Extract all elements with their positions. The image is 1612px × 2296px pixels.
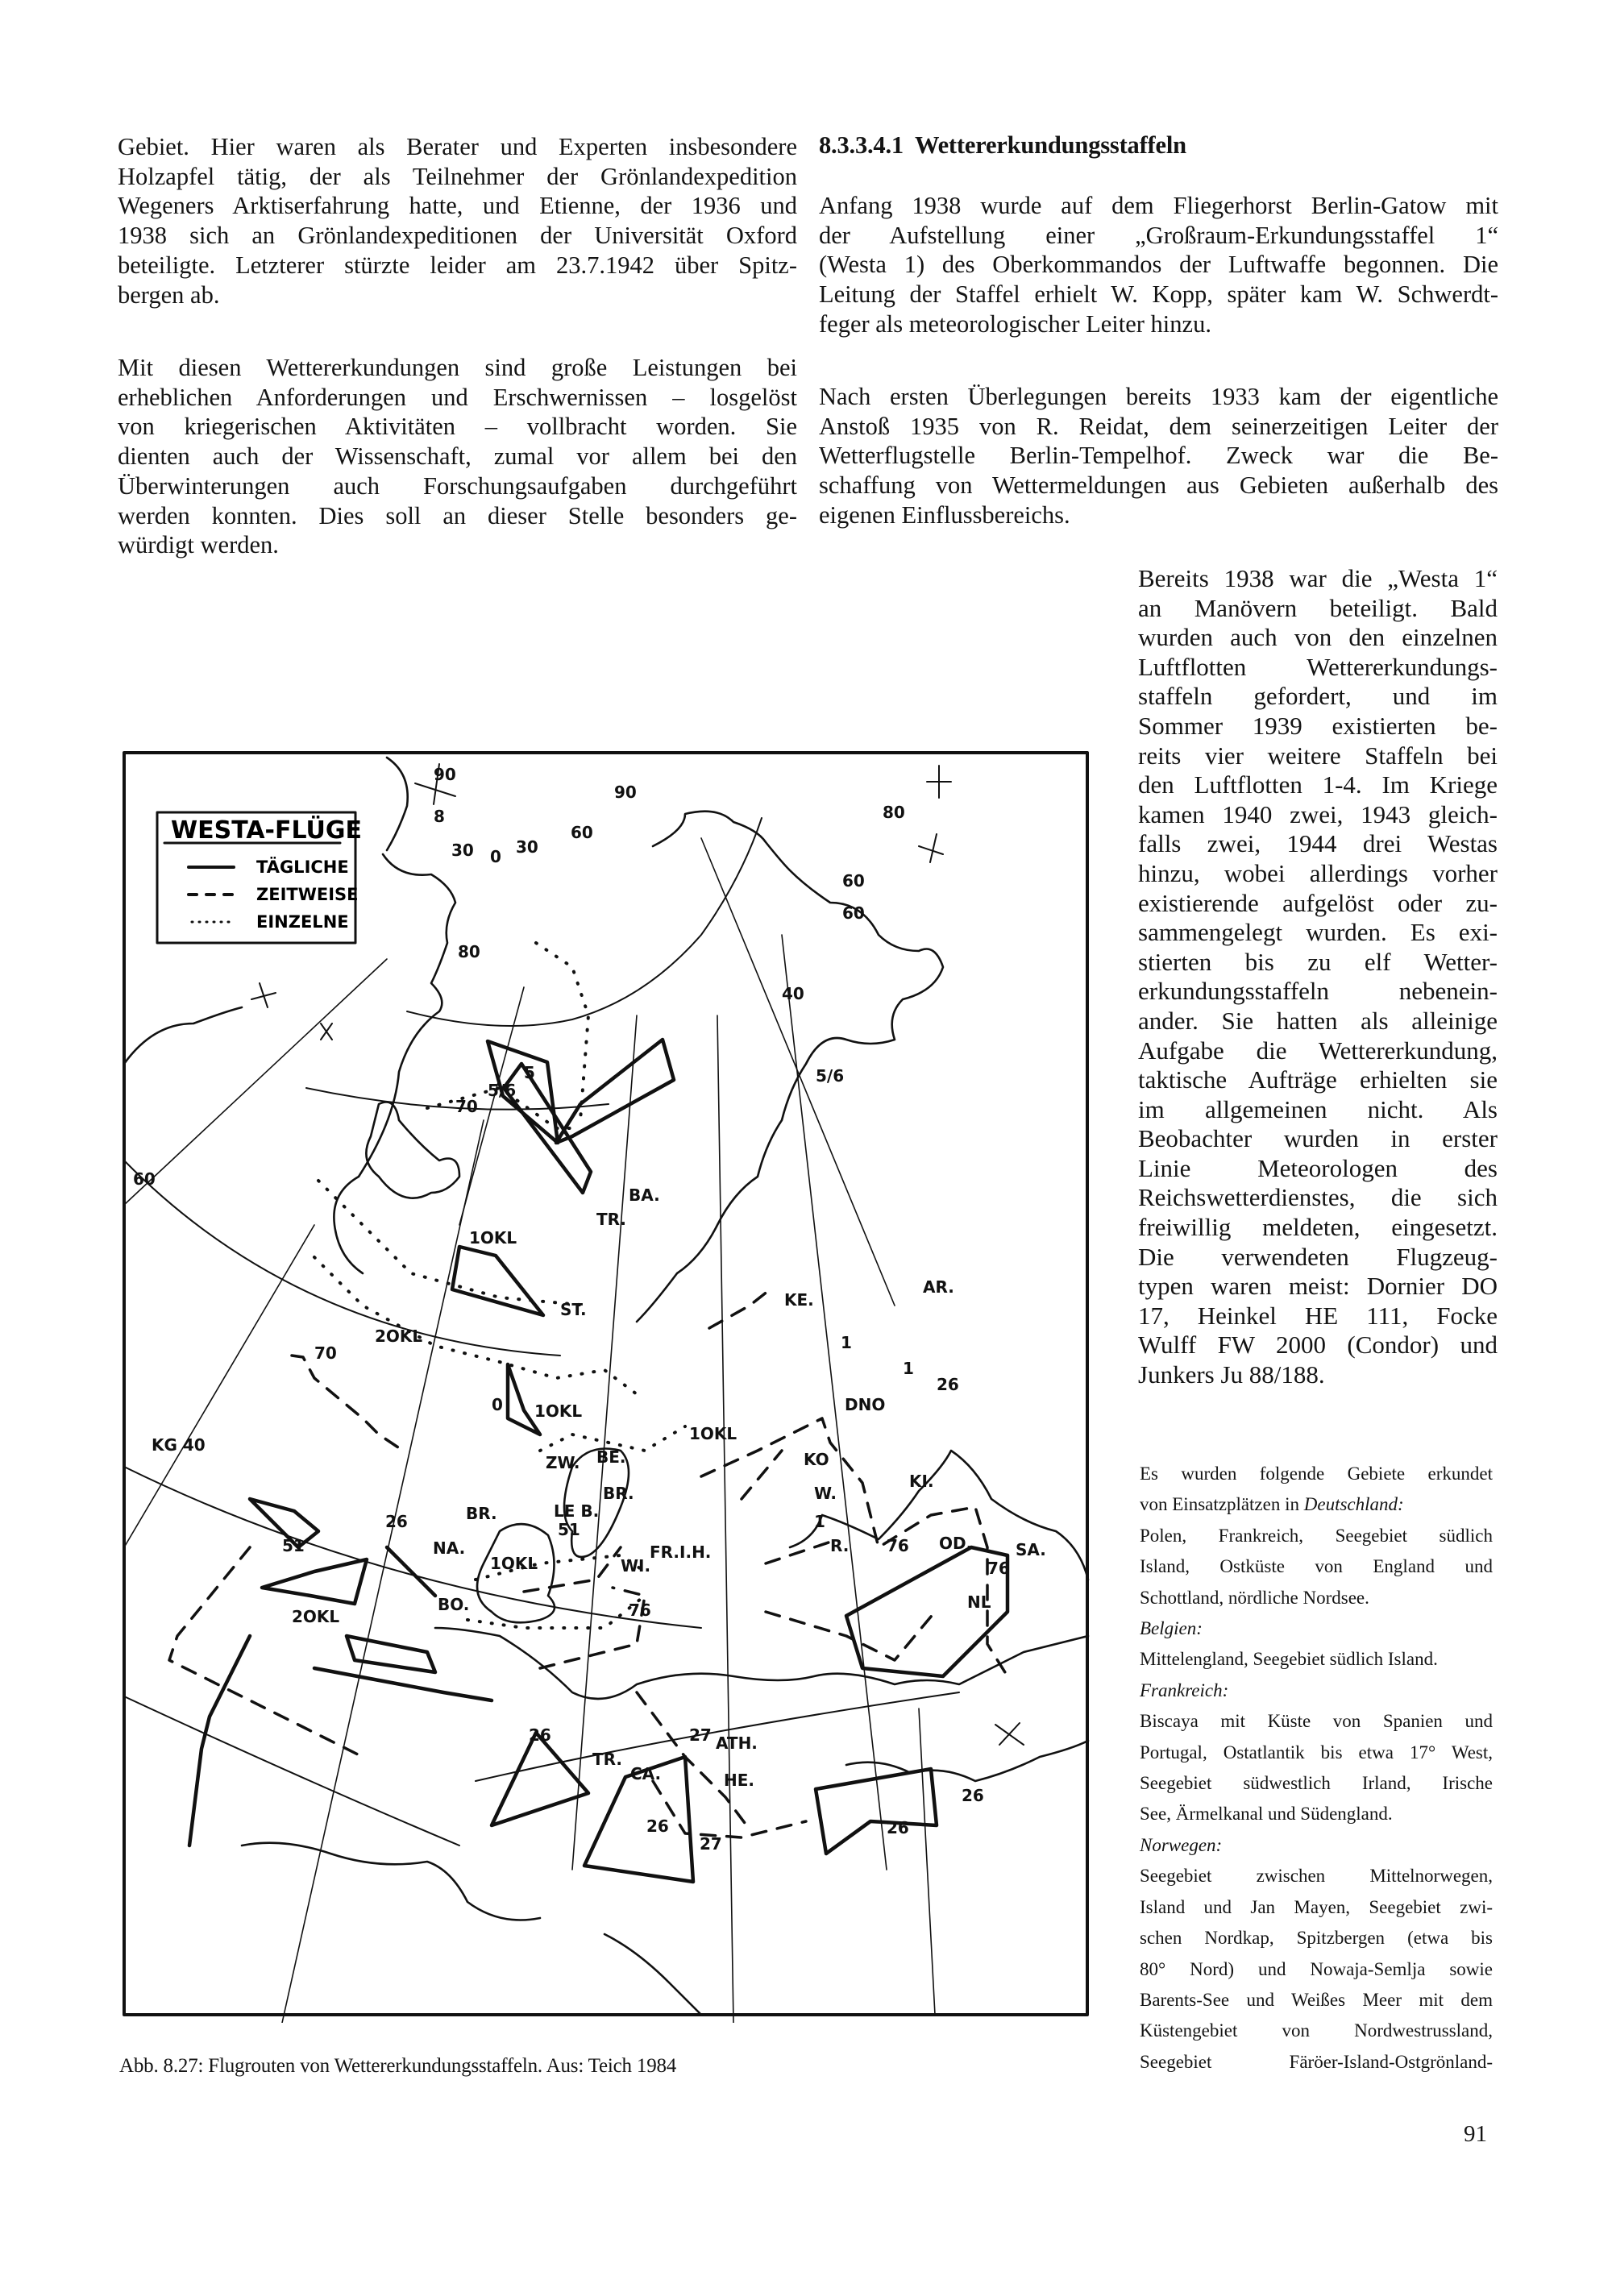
- narrow-paragraph-line: falls zwei, 1944 drei Westas: [1138, 829, 1498, 858]
- areas-frankreich-line: Biscaya mit Küste von Spanien und: [1140, 1711, 1493, 1732]
- areas-country-belgien: [1140, 1613, 1493, 1644]
- page-number: 91: [1464, 2121, 1487, 2147]
- unit-label: 1OKL: [469, 1228, 517, 1248]
- place-label: CA.: [630, 1764, 662, 1783]
- narrow-paragraph-line: hinzu, wobei allerdings vorher: [1138, 858, 1498, 887]
- place-label: WI.: [621, 1556, 651, 1576]
- areas-norwegen-line: Seegebiet zwischen Mittelnorwegen,: [1140, 1866, 1493, 1887]
- left-paragraph-2-line: würdigt werden.: [118, 531, 279, 559]
- place-label: W.: [814, 1484, 837, 1503]
- narrow-paragraph-line: sammengelegt wurden. Es exi-: [1138, 918, 1498, 947]
- unit-label: 1OKL: [534, 1401, 583, 1421]
- place-label: AR.: [923, 1277, 954, 1297]
- place-label: KG 40: [152, 1435, 206, 1455]
- areas-belgien-line: Mittelengland, Seegebiet südlich Island.: [1140, 1649, 1438, 1670]
- narrow-paragraph-line: freiwillig meldeten, eingesetzt.: [1138, 1213, 1498, 1242]
- right-paragraph-1-line: Anfang 1938 wurde auf dem Fliegerhorst Berlin-Gatow mit: [819, 192, 1498, 219]
- right-paragraph-1: [819, 191, 1498, 339]
- unit-label: 26: [962, 1786, 984, 1805]
- place-label: ATH.: [716, 1733, 758, 1753]
- narrow-paragraph-line: reits vier weitere Staffeln bei: [1138, 741, 1498, 770]
- section-title: Wettererkundungsstaffeln: [914, 131, 1186, 159]
- right-paragraph-2-line: Anstoß 1935 von R. Reidat, dem seinerzeitigen Leiter der: [819, 412, 1498, 440]
- place-label: SA.: [1016, 1540, 1046, 1559]
- right-paragraph-2: [819, 382, 1498, 530]
- grid-label: 0: [490, 847, 501, 866]
- place-label: NA.: [433, 1538, 466, 1558]
- place-label: TR.: [596, 1210, 627, 1229]
- areas-frankreich: [1140, 1706, 1493, 1830]
- place-label: R.: [830, 1536, 850, 1555]
- right-paragraph-2-line: Wetterflugstelle Berlin-Tempelhof. Zweck war die Be-: [819, 442, 1498, 470]
- route-r-od: [766, 1612, 935, 1660]
- route-dotted-st: [314, 1257, 637, 1394]
- map-svg: [121, 741, 1092, 2023]
- place-label: NL: [967, 1592, 991, 1612]
- areas-norwegen-line: Seegebiet Färöer-Island-Ostgrönland-: [1140, 2051, 1493, 2072]
- areas-country-frankreich: [1140, 1675, 1493, 1706]
- grid-cross-marks: [251, 764, 1024, 1745]
- flight-route-map: [121, 741, 1092, 2023]
- narrow-paragraph-line: Linie Meteorologen des: [1138, 1153, 1498, 1182]
- narrow-paragraph-line: Die verwendeten Flugzeug-: [1138, 1242, 1498, 1271]
- grid-label: 8: [434, 807, 445, 826]
- narrow-paragraph-line: existierende aufgelöst oder zu-: [1138, 888, 1498, 917]
- narrow-paragraph-line: Beobachter wurden in erster: [1138, 1124, 1498, 1153]
- areas-frankreich-line: Portugal, Ostatlantik bis etwa 17° West,: [1140, 1742, 1493, 1762]
- narrow-paragraph-line: an Manövern beteiligt. Bald: [1138, 593, 1498, 622]
- right-paragraph-2-line: eigenen Einflussbereichs.: [819, 500, 1070, 529]
- left-paragraph-2-line: dienten auch der Wissenschaft, zumal vor allem bei den: [118, 442, 797, 471]
- unit-label: 51: [282, 1536, 305, 1555]
- route-dotted-bo: [467, 1596, 645, 1628]
- narrow-paragraph-line: kamen 1940 zwei, 1943 gleich-: [1138, 799, 1498, 828]
- right-paragraph-1-line: Leitung der Staffel erhielt W. Kopp, später kam W. Schwerdt-: [819, 280, 1498, 309]
- left-paragraph-1-line: beteiligte. Letzterer stürzte leider am 23.7.1942 über Spitz-: [118, 251, 797, 279]
- areas-norwegen-line: 80° Nord) und Nowaja-Semlja sowie: [1140, 1958, 1493, 1979]
- narrow-paragraph-line: den Luftflotten 1-4. Im Kriege: [1138, 770, 1498, 799]
- place-label: BR.: [466, 1504, 497, 1523]
- unit-label: 2OKL: [292, 1607, 340, 1626]
- route-dashed-iceland: [292, 1356, 403, 1451]
- grid-label: 60: [842, 903, 865, 923]
- legend-daily-label: TÄGLICHE: [256, 857, 349, 877]
- right-paragraph-1-line: der Aufstellung einer „Großraum-Erkundungsstaffel 1“: [819, 221, 1498, 249]
- place-label: BA.: [629, 1185, 660, 1205]
- unit-label: 5/6: [816, 1066, 845, 1086]
- route-wi-76: [637, 1692, 750, 1829]
- narrow-paragraph-line: staffeln gefordert, und im: [1138, 682, 1498, 711]
- unit-label: 1: [814, 1512, 825, 1531]
- unit-label: 1OKL: [490, 1554, 538, 1573]
- place-label: BE.: [596, 1447, 626, 1467]
- left-paragraph-2-line: Mit diesen Wettererkundungen sind große Leistungen bei: [118, 354, 797, 381]
- figure-caption: Abb. 8.27: Flugrouten von Wettererkundungsstaffeln. Aus: Teich 1984: [119, 2055, 677, 2077]
- grid-label: 80: [883, 803, 905, 822]
- place-label: HE.: [724, 1771, 754, 1790]
- areas-norwegen-line: Barents-See und Weißes Meer mit dem: [1140, 1989, 1493, 2010]
- place-label: ST.: [560, 1300, 587, 1319]
- right-paragraph-1-line: feger als meteorologischer Leiter hinzu.: [819, 309, 1211, 338]
- left-paragraph-1-line: Gebiet. Hier waren als Berater und Experten insbesondere: [118, 133, 797, 160]
- grid-label: 30: [451, 841, 474, 860]
- unit-label: 26: [937, 1375, 959, 1394]
- british-isles-s: [477, 1524, 555, 1622]
- place-label: OD.: [939, 1534, 973, 1553]
- iceland: [366, 1102, 459, 1198]
- route-5-6-b: [556, 1040, 674, 1143]
- place-label: BO.: [438, 1595, 470, 1614]
- route-1okl-n: [452, 1247, 543, 1315]
- unit-label: 26: [887, 1818, 909, 1837]
- unit-label: 76: [887, 1536, 909, 1555]
- section-number: 8.3.3.4.1: [819, 131, 904, 159]
- areas-norwegen: [1140, 1861, 1493, 2078]
- narrow-paragraph-line: wurden auch von den einzelnen: [1138, 623, 1498, 652]
- narrow-paragraph-line: Sommer 1939 existierten be-: [1138, 711, 1498, 740]
- grid-label: 70: [455, 1097, 478, 1116]
- unit-label: 27: [689, 1725, 712, 1745]
- legend-title: WESTA-FLÜGE: [171, 816, 363, 845]
- areas-norwegen-line: Island und Jan Mayen, Seegebiet zwi-: [1140, 1896, 1493, 1917]
- left-paragraph-1-line: 1938 sich an Grönlandexpeditionen der Universität Oxford: [118, 222, 797, 250]
- place-label: KE.: [784, 1290, 814, 1310]
- grid-label: 80: [458, 942, 480, 961]
- narrow-paragraph-line: Bereits 1938 war die „Westa 1“: [1138, 564, 1498, 592]
- areas-intro-2: [1140, 1489, 1493, 1520]
- unit-label: 76: [987, 1559, 1010, 1578]
- unit-label: 1OKL: [689, 1424, 737, 1443]
- left-paragraph-2-line: Überwinterungen auch Forschungsaufgaben durchgeführt: [118, 471, 797, 500]
- narrow-paragraph-line: ander. Sie hatten als alleinige: [1138, 1006, 1498, 1035]
- narrow-paragraph-line: taktische Aufträge erhielten sie: [1138, 1065, 1498, 1094]
- unit-label: 76: [629, 1601, 651, 1620]
- unit-label: 26: [646, 1816, 669, 1836]
- place-label: KO: [804, 1450, 829, 1469]
- narrow-paragraph-line: Junkers Ju 88/188.: [1138, 1360, 1325, 1389]
- route-na: [314, 1668, 492, 1700]
- narrow-paragraph-line: Reichswetterdienstes, die sich: [1138, 1183, 1498, 1212]
- grid-label: 90: [614, 783, 637, 802]
- occasional-routes: [169, 1288, 1008, 1837]
- grid-label: 90: [434, 765, 456, 784]
- place-label: BR.: [603, 1484, 634, 1503]
- legend-occasional-label: ZEITWEISE: [256, 885, 359, 904]
- place-label: KI.: [909, 1472, 934, 1491]
- areas-deutschland-line: Polen, Frankreich, Seegebiet südlich: [1140, 1525, 1493, 1546]
- areas-belgien: [1140, 1644, 1493, 1675]
- left-paragraph-2-line: von kriegerischen Aktivitäten – vollbracht worden. Sie: [118, 413, 797, 441]
- narrow-paragraph-line: Wulff FW 2000 (Condor) und: [1138, 1331, 1498, 1360]
- grid-label: 40: [782, 984, 804, 1003]
- unit-label: 51: [558, 1520, 580, 1539]
- route-ke-ar: [709, 1288, 772, 1328]
- frankreich-label: Frankreich:: [1140, 1679, 1229, 1700]
- areas-norwegen-line: Küstengebiet von Nordwestrussland,: [1140, 2020, 1493, 2041]
- narrow-paragraph-line: 17, Heinkel HE 111, Focke: [1138, 1301, 1498, 1330]
- narrow-paragraph-line: Luftflotten Wettererkundungs-: [1138, 652, 1498, 681]
- unit-label: 26: [529, 1725, 551, 1745]
- route-26-br: [347, 1636, 435, 1672]
- unit-label: 26: [385, 1512, 408, 1531]
- areas-country-deutschland: Deutschland:: [1303, 1494, 1404, 1515]
- grid-label: 60: [842, 871, 865, 891]
- narrow-paragraph-line: Aufgabe die Wettererkundung,: [1138, 1036, 1498, 1065]
- right-paragraph-2-line: schaffung von Wettermeldungen aus Gebieten außerhalb des: [819, 471, 1498, 500]
- place-label: TR.: [592, 1750, 623, 1769]
- areas-norwegen-line: schen Nordkap, Spitzbergen (etwa bis: [1140, 1928, 1493, 1949]
- left-paragraph-1-line: Wegeners Arktiserfahrung hatte, und Etienne, der 1936 und: [118, 192, 797, 220]
- grid-label: 70: [314, 1343, 337, 1363]
- route-5: [504, 1064, 591, 1193]
- left-paragraph-2-line: werden konnten. Dies soll an dieser Stelle besonders ge-: [118, 501, 797, 529]
- areas-box: [1140, 1459, 1493, 2078]
- left-paragraph-2-line: erheblichen Anforderungen und Erschwernissen – losgelöst: [118, 383, 797, 411]
- narrow-paragraph-line: stierten bis zu elf Wetter-: [1138, 947, 1498, 976]
- legend-single-label: EINZELNE: [256, 912, 349, 932]
- unit-label: 1: [841, 1333, 852, 1352]
- areas-deutschland-line: Schottland, nördliche Nordsee.: [1140, 1587, 1369, 1608]
- lat-40w: [124, 1696, 459, 1846]
- unit-label: 2OKL: [375, 1327, 423, 1346]
- unit-label: 1: [903, 1359, 914, 1378]
- areas-intro-1: Es wurden folgende Gebiete erkundet: [1140, 1464, 1493, 1484]
- unit-label: 5: [524, 1063, 535, 1082]
- areas-frankreich-line: Seegebiet südwestlich Irland, Irische: [1140, 1773, 1493, 1794]
- route-1okl-s: [508, 1364, 540, 1434]
- areas-deutschland: [1140, 1521, 1493, 1613]
- route-dashed-2okl: [169, 1547, 363, 1757]
- left-paragraph-1: [118, 132, 797, 309]
- narrow-paragraph-line: typen waren meist: Dornier DO: [1138, 1272, 1498, 1301]
- route-76-polygon: [846, 1547, 1008, 1676]
- latitude-lines: [124, 818, 959, 1846]
- unit-label: 27: [700, 1834, 722, 1854]
- grid-label: 60: [571, 823, 593, 842]
- place-label: ZW.: [546, 1453, 580, 1472]
- belgien-label: Belgien:: [1140, 1618, 1203, 1639]
- grid-label: 30: [516, 837, 538, 857]
- right-paragraph-1-line: (Westa 1) des Oberkommandos der Luftwaffe begonnen. Die: [819, 251, 1498, 279]
- norwegen-label: Norwegen:: [1140, 1834, 1223, 1855]
- route-51: [262, 1559, 367, 1604]
- place-label: DNO: [845, 1395, 886, 1414]
- narrow-paragraph-line: im allgemeinen nicht. Als: [1138, 1094, 1498, 1123]
- areas-frankreich-line: See, Ärmelkanal und Südengland.: [1140, 1804, 1393, 1825]
- unit-labels: [282, 1063, 1010, 1854]
- areas-country-norwegen: [1140, 1830, 1493, 1861]
- right-paragraph-2-line: Nach ersten Überlegungen bereits 1933 kam der eigentliche: [819, 383, 1498, 410]
- left-paragraph-2: [118, 353, 797, 560]
- left-paragraph-1-line: bergen ab.: [118, 280, 220, 309]
- areas-deutschland-line: Island, Ostküste von England und: [1140, 1556, 1493, 1577]
- route-dotted-5-6: [536, 943, 588, 1120]
- grid-label: 60: [133, 1169, 156, 1189]
- narrow-paragraph: [1138, 564, 1498, 1390]
- unit-label: 5/6: [488, 1081, 517, 1100]
- areas-intro-prefix: von Einsatzplätzen in: [1140, 1494, 1304, 1515]
- narrow-paragraph-line: erkundungsstaffeln nebenein-: [1138, 977, 1498, 1006]
- section-heading: [819, 131, 1186, 160]
- route-26-med-w: [492, 1733, 588, 1825]
- grid-label: 0: [492, 1395, 503, 1414]
- left-paragraph-1-line: Holzapfel tätig, der als Teilnehmer der Grönlandexpedition: [118, 162, 797, 190]
- place-label: LE B.: [554, 1501, 600, 1521]
- place-label: FR.I.H.: [650, 1542, 712, 1562]
